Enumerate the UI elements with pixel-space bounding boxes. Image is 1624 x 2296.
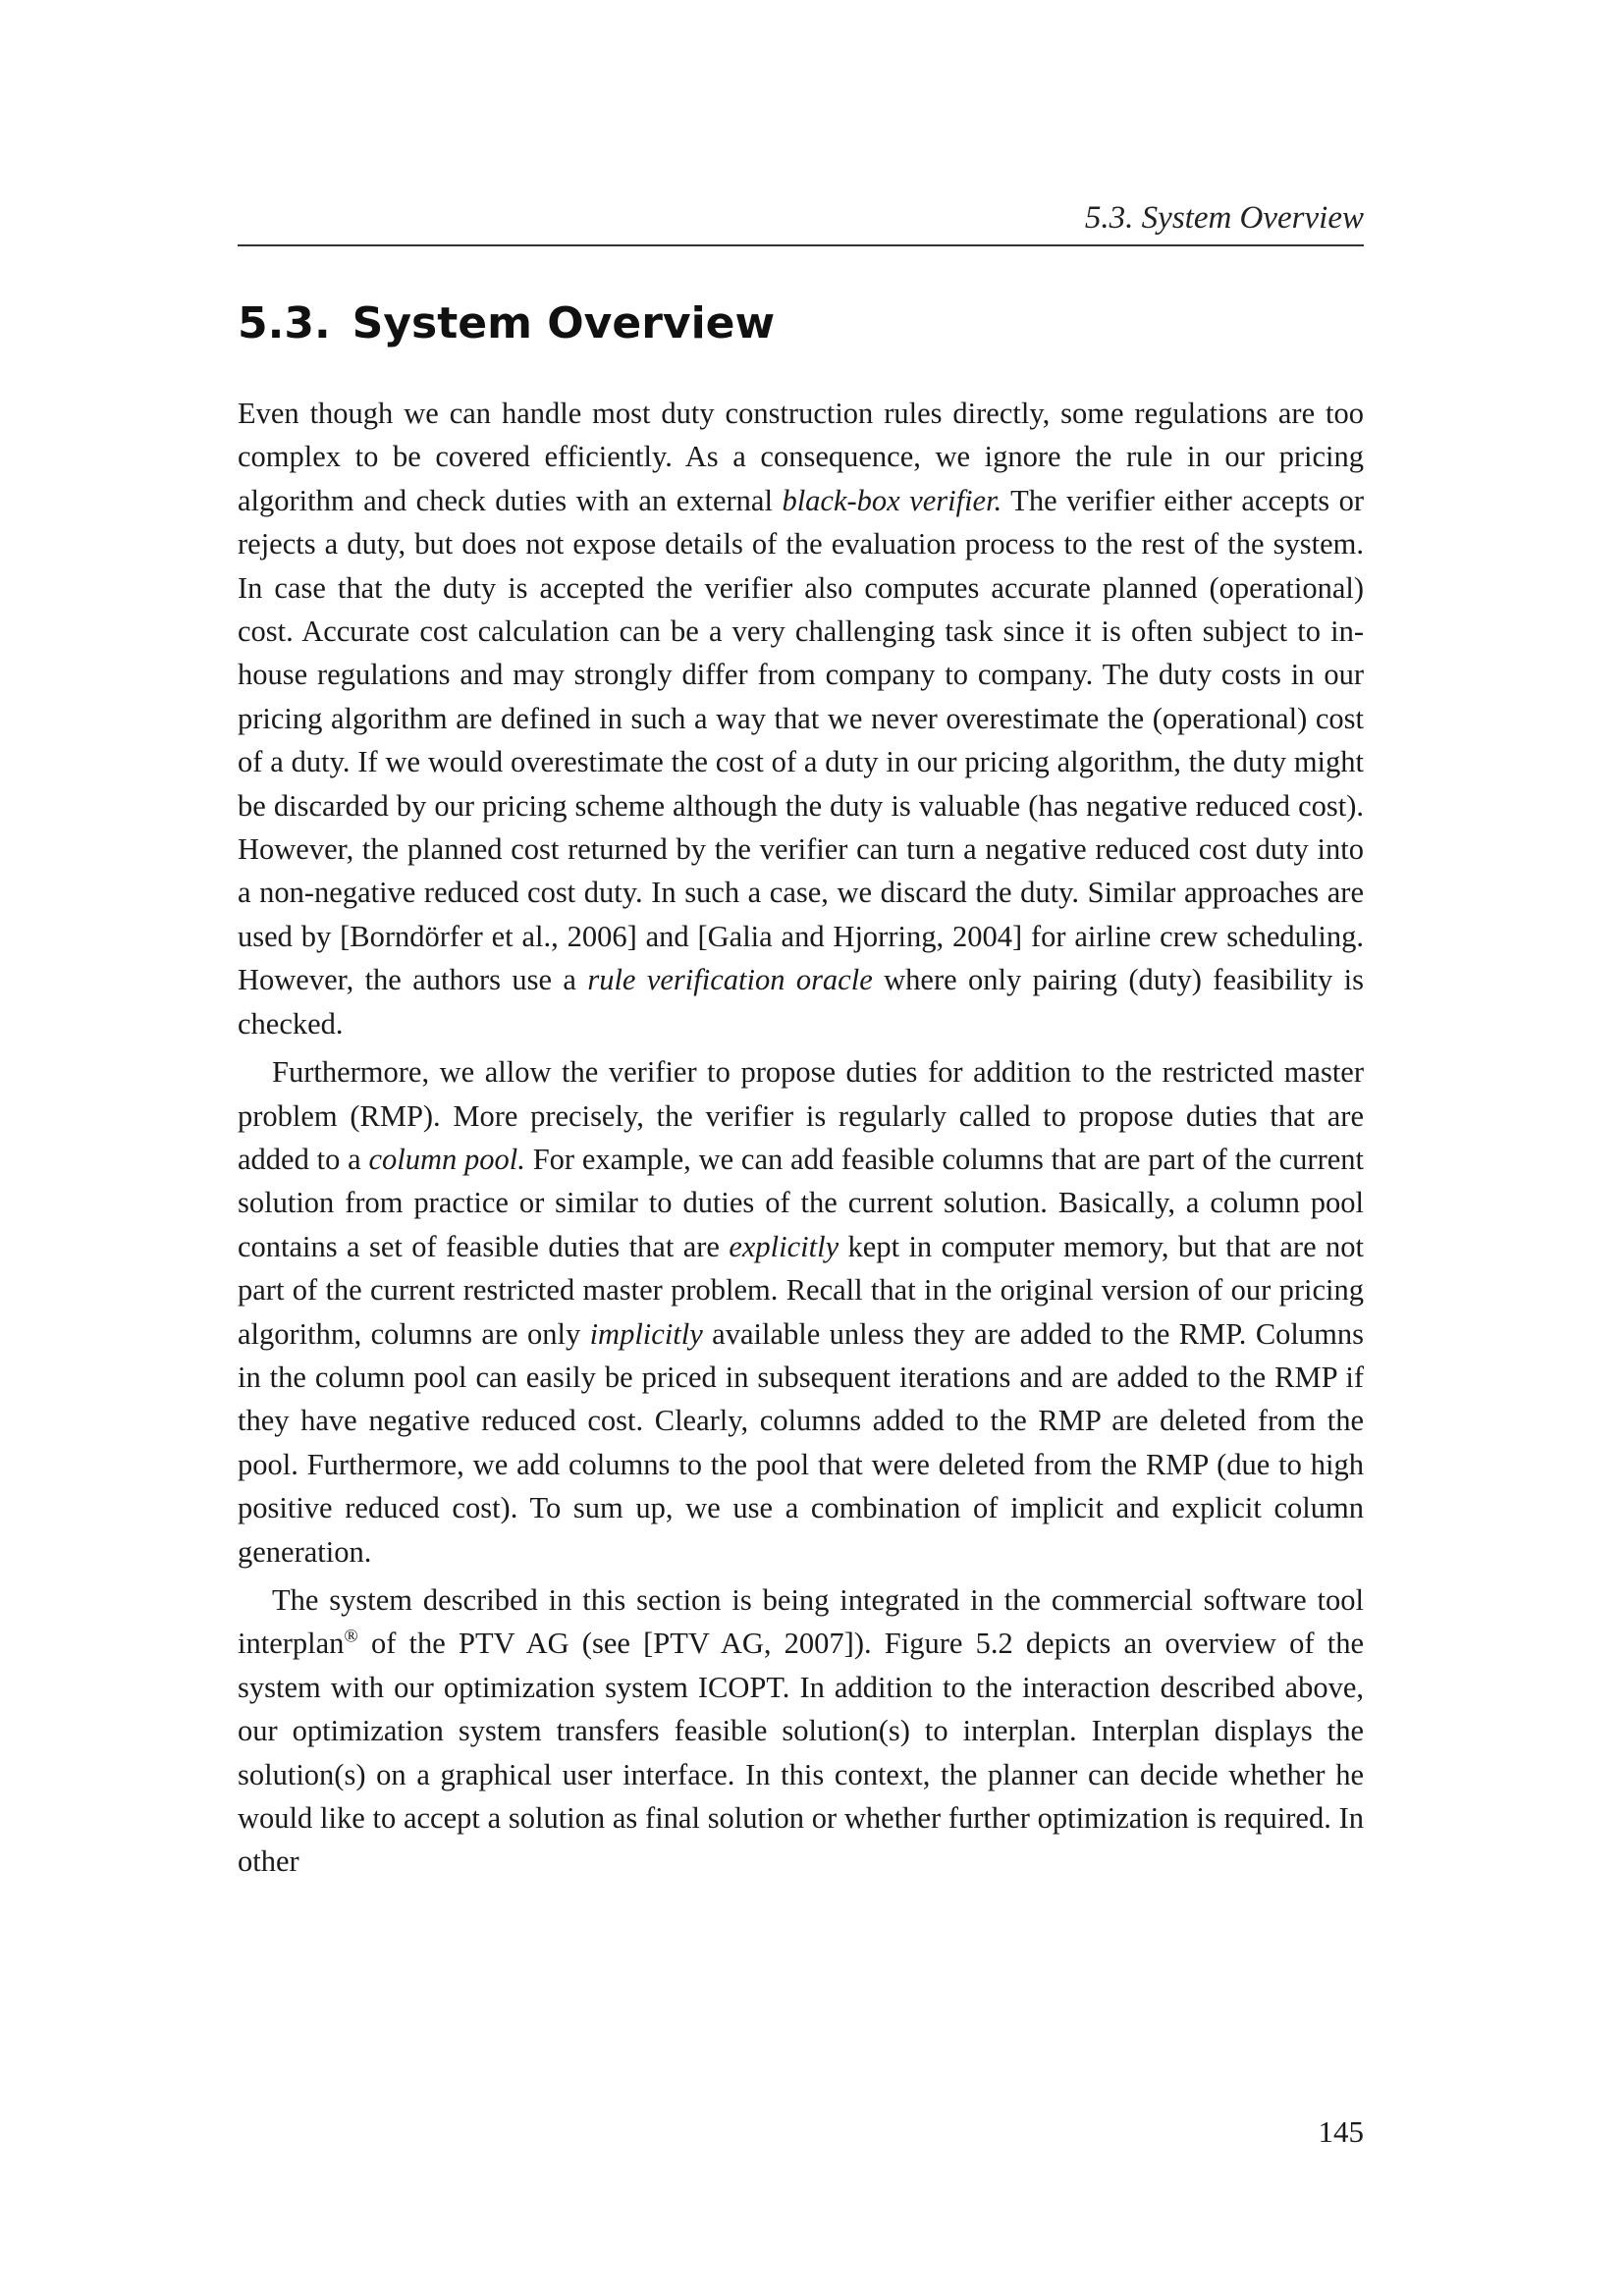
paragraph-text: kept in computer memory, but that are not part of the current restricted master problem. Recall that in the original version of our pricing algorithm, columns are only <box>238 1229 1364 1351</box>
header-rule <box>238 244 1364 246</box>
emphasis-black-box-verifier: black-box verifier. <box>782 483 1002 517</box>
emphasis-explicitly: explicitly <box>729 1229 839 1263</box>
section-title <box>238 294 775 353</box>
paragraph-text: Furthermore, we allow the verifier to propose duties for addition to the restricted master problem (RMP). More precisely, the verifier is regularly called to propose duties that are added to a <box>238 1055 1364 1176</box>
emphasis-implicitly: implicitly <box>589 1316 703 1351</box>
paragraph-text: where only pairing (duty) feasibility is checked. <box>238 963 1364 1041</box>
paragraph-text: The system described in this section is being integrated in the commercial software tool interplan <box>238 1582 1364 1661</box>
page-number: 145 <box>1318 2114 1364 2149</box>
registered-mark: ® <box>344 1626 358 1647</box>
paragraph-text: The verifier either accepts or rejects a duty, but does not expose details of the evaluation process to the rest of the system. In case that the duty is accepted the verifier also computes accurate planned (operational) cost. Accurate cost calculation can be a very challenging task since it is often subject to in-house regulations and may strongly differ from company to company. The duty costs in our pricing algorithm are defined in such a way that we never overestimate the (operational) cost of a duty. If we would overestimate the cost of a duty in our pricing algorithm, the duty might be discarded by our pricing scheme although the duty is valuable (has negative reduced cost). However, the planned cost returned by the verifier can turn a negative reduced cost duty into a non-negative reduced cost duty. In such a case, we discard the duty. Similar approaches are used by [Borndörfer et al., 2006] and [Galia and Hjorring, 2004] for airline crew scheduling. However, the authors use a <box>238 483 1364 997</box>
section-title-text: System Overview <box>352 298 776 348</box>
paragraph-text: Even though we can handle most duty construction rules directly, some regulations are too complex to be covered efficiently. As a consequence, we ignore the rule in our pricing algorithm and check duties with an external <box>238 397 1364 517</box>
paragraph-2 <box>238 1050 1364 1574</box>
running-header: 5.3. System Overview <box>1084 200 1364 236</box>
emphasis-column-pool: column pool. <box>368 1142 525 1176</box>
paragraph-3 <box>238 1578 1364 1884</box>
section-number: 5.3. <box>238 298 331 348</box>
body-text <box>238 392 1364 1884</box>
paragraph-1 <box>238 392 1364 1045</box>
paragraph-text: For example, we can add feasible columns that are part of the current solution from practice or similar to duties of the current solution. Basically, a column pool contains a set of feasible duties that are <box>238 1142 1365 1263</box>
paragraph-text: available unless they are added to the RMP. Columns in the column pool can easily be priced in subsequent iterations and are added to the RMP if they have negative reduced cost. Clearly, columns added to the RMP are deleted from the pool. Furthermore, we add columns to the pool that were deleted from the RMP (due to high positive reduced cost). To sum up, we use a combination of implicit and explicit column generation. <box>238 1316 1364 1569</box>
emphasis-rule-verification-oracle: rule verification oracle <box>587 963 873 997</box>
page <box>238 0 1364 2296</box>
paragraph-text: of the PTV AG (see [PTV AG, 2007]). Figure 5.2 depicts an overview of the system with our optimization system ICOPT. In addition to the interaction described above, our optimization system transfers feasible solution(s) to interplan. Interplan displays the solution(s) on a graphical user interface. In this context, the planner can decide whether he would like to accept a solution as final solution or whether further optimization is required. In other <box>238 1627 1364 1879</box>
